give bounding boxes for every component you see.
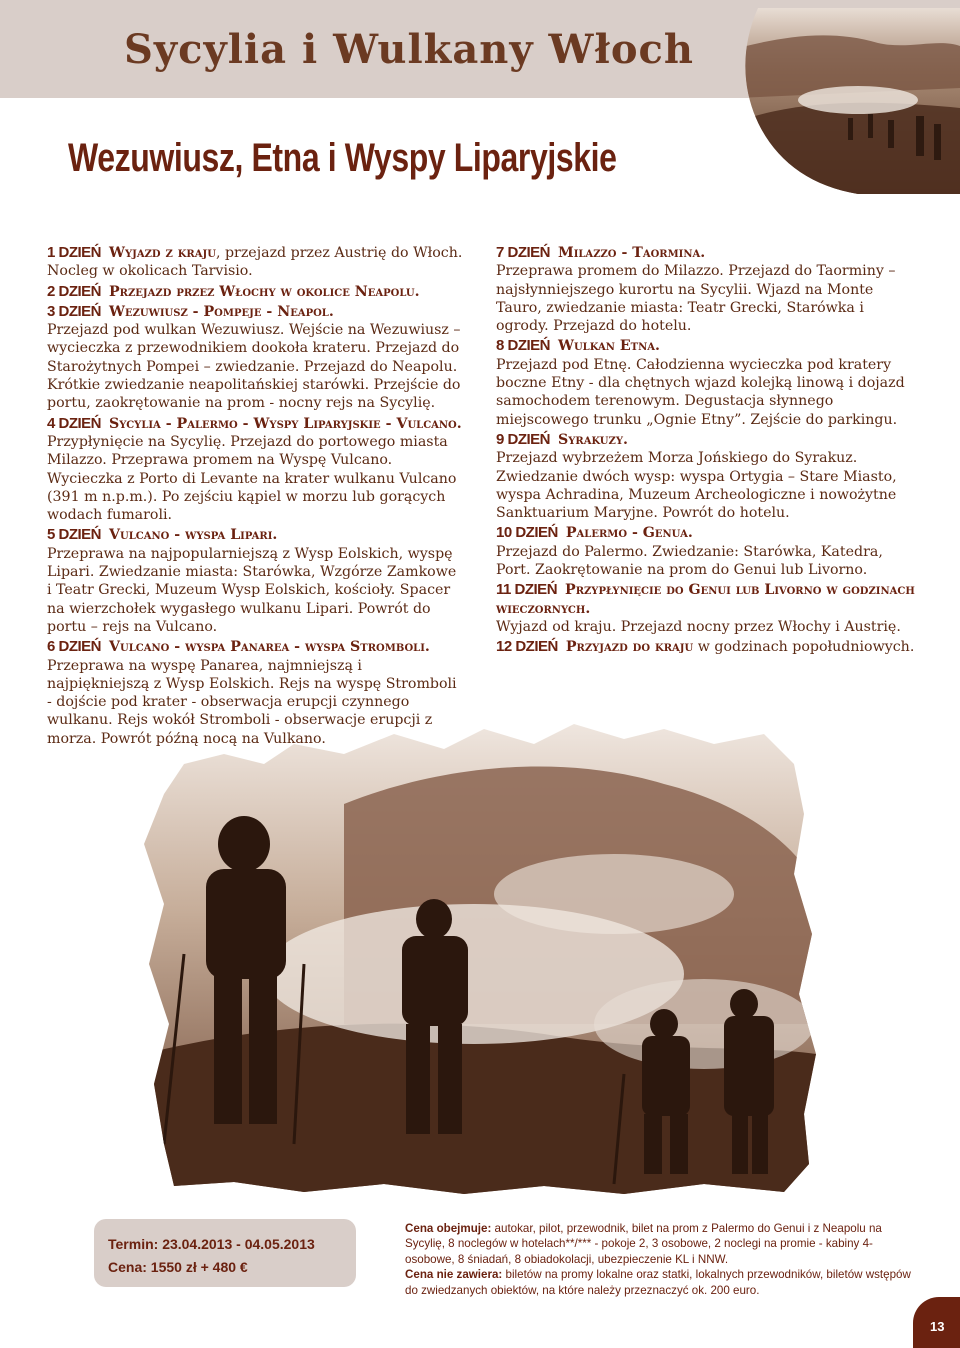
price-includes [405,1221,920,1267]
day-description: Przeprawa na wyspę Panarea, najmniejszą i najpiękniejszą z Wysp Eolskich. Rejs na wyspę Stromboli - dojście pod krater - obserwacja erupcji czynnego wulkanu. Rejs wokół Stromboli - obserwacje erupcji z morza. Powrót późną nocą na Vulkano. [47,657,457,747]
page-subtitle: Wezuwiusz, Etna i Wyspy Liparyjskie [68,136,617,180]
hikers-on-volcano-photo [144,724,816,1194]
day-title: Palermo - Genua. [565,525,693,542]
day-label: 5 DZIEŃ [47,526,102,544]
termin-date: Termin: 23.04.2013 - 04.05.2013 [108,1236,315,1252]
day-title: Wulkan Etna. [558,338,660,355]
day-title: Vulcano - wyspa Lipari. [109,527,278,544]
termin-price: Cena: 1550 zł + 480 € [108,1259,248,1275]
header-volcano-photo [738,8,960,194]
day-title: Milazzo - Taormina. [558,245,706,261]
day-label: 9 DZIEŃ [496,430,551,448]
day-description: Przeprawa na najpopularniejszą z Wysp Eolskich, wyspę Lipari. Zwiedzanie miasta: Starówka, Wzgórze Zamkowe i Teatr Grecki, Muzeum Wysp Eolskich, kościoły. Spacer na wierzchołek wygasłego wulkanu Lipari. Powrót do portu – rejs na Vulcano. [47,545,457,635]
day-title: Sycylia - Palermo - Wyspy Liparyjskie - Vulcano. [109,415,462,432]
day-entry [496,524,916,579]
day-entry [496,431,916,522]
day-entry [47,415,465,525]
day-description: Przejazd pod Etnę. Całodzienna wycieczka pod kratery boczne Etny - dla chętnych wjazd kolejką linową i dojazd samochodem terenowym. Degustacja słynnego miejscowego trunku „Ognie Etny”. Zejście do parkingu. [496,356,905,428]
day-description: Przejazd do Palermo. Zwiedzanie: Starówka, Katedra, Port. Zaokrętowanie na prom do Genui lub Livorno. [496,543,883,579]
price-excludes [405,1267,920,1298]
day-label: 7 DZIEŃ [496,244,551,261]
termin-box [94,1219,356,1287]
day-label: 2 DZIEŃ [47,282,102,300]
day-label: 11 DZIEŃ [496,581,558,599]
itinerary-right-column [496,244,916,659]
day-title: Wyjazd z kraju [109,245,216,261]
excludes-label: Cena nie zawiera: [405,1268,503,1282]
includes-label: Cena obejmuje: [405,1222,492,1235]
day-entry [47,303,465,413]
page-number: 13 [930,1319,945,1334]
day-label: 1 DZIEŃ [47,244,102,261]
day-entry [47,244,465,281]
day-label: 10 DZIEŃ [496,524,558,542]
day-title: Przyjazd do kraju [565,639,694,656]
day-entry [47,283,465,301]
day-description: Przejazd pod wulkan Wezuwiusz. Wejście na Wezuwiusz – wycieczka z przewodnikiem dookoła krateru. Przejazd do Starożytnych Pompei – zwiedzanie. Przejazd do Neapolu. Krótkie zwiedzanie neapolitańskiej starówki. Przejście do portu, zaokrętowanie na prom - nocny rejs na Sycylię. [47,322,461,412]
day-entry [496,244,916,335]
day-description: w godzinach popołudniowych. [693,639,915,656]
day-label: 12 DZIEŃ [496,638,558,656]
price-info [405,1221,920,1298]
page-title: Sycylia i Wulkany Włoch [124,26,694,73]
day-label: 3 DZIEŃ [47,302,102,320]
day-description: Przejazd wybrzeżem Morza Jońskiego do Syrakuz. Zwiedzanie dwóch wysp: wyspa Ortygia – Stare Miasto, wyspa Achradina, Muzeum Archeologiczne i nowożytne Sanktuarium Maryjne. Powrót do hotelu. [496,450,897,522]
day-entry [496,638,916,656]
day-description: Przeprawa promem do Milazzo. Przejazd do Taorminy – najsłynniejszego kurortu na Sycylii. Wjazd na Monte Tauro, zwiedzanie miasta: Teatr Grecki, Starówka i ogrody. Przejazd do hotelu. [496,263,896,335]
day-label: 6 DZIEŃ [47,638,102,656]
itinerary-left-column [47,244,465,750]
day-description: , przejazd przez Austrię do Włoch. Nocleg w okolicach Tarvisio. [47,245,463,280]
day-label: 4 DZIEŃ [47,414,102,432]
includes-text: autokar, pilot, przewodnik, bilet na prom z Palermo do Genui i z Neapolu na Sycylię, 8 noclegów w hotelach**/*** - pokoje 2, 3 osobowe, 2 noclegi na promie - kabiny 4-osobowe, 8 śniadań, 8 obiadokolacji, ubezpieczenie KL i NNW. [405,1222,882,1266]
excludes-text: biletów na promy lokalne oraz statki, lokalnych przewodników, biletów wstępów do zwiedzanych obiektów, na które należy przeznaczyć ok. 200 euro. [405,1268,911,1297]
day-title: Vulcano - wyspa Panarea - wyspa Stromboli. [109,639,430,656]
day-title: Przejazd przez Włochy w okolice Neapolu. [109,283,420,300]
day-entry [496,581,916,636]
day-title: Wezuwiusz - Pompeje - Neapol. [109,303,334,320]
day-title: Syrakuzy. [558,431,628,448]
day-title: Przypłynięcie do Genui lub Livorno w godzinach wieczornych. [496,582,915,617]
day-entry [496,337,916,428]
day-entry [47,526,465,636]
day-label: 8 DZIEŃ [496,337,551,355]
day-description: Wyjazd od kraju. Przejazd nocny przez Włochy i Austrię. [496,618,901,635]
day-description: Przypłynięcie na Sycylię. Przejazd do portowego miasta Milazzo. Przeprawa promem na Wyspę Vulcano. Wycieczka z Porto di Levante na krater wulkanu Vulcano (391 m n.p.m.). Po zejściu kąpiel w morzu lub gorących wodach fumaroli. [47,433,457,524]
